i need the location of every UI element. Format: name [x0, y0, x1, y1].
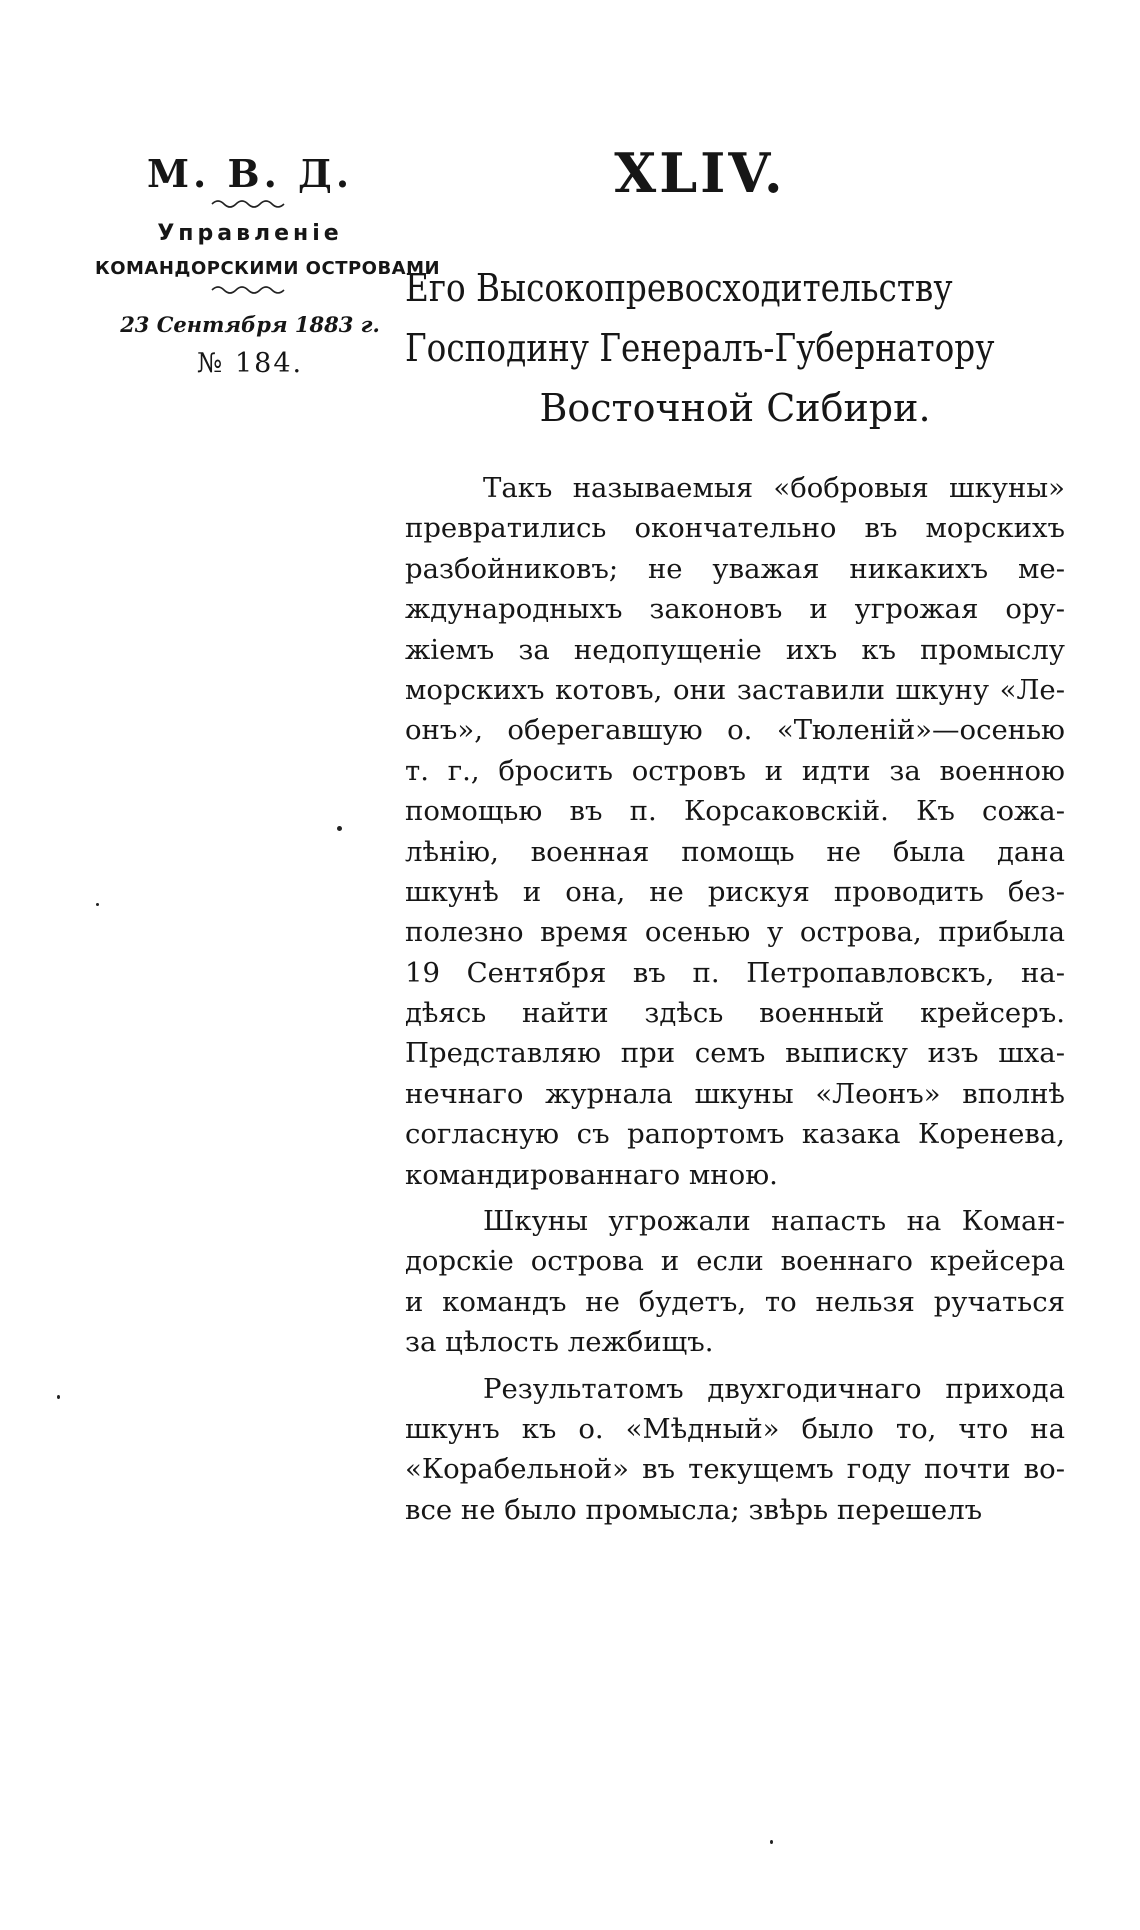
text-line: «Корабельной» въ текущемъ году почти во-: [405, 1453, 1065, 1486]
section-number: XLIV.: [614, 141, 786, 205]
document-date: 23 Сентября 1883 г.: [120, 312, 380, 337]
addressee: [405, 258, 1065, 438]
text-line: и командъ не будетъ, то нельзя ручаться: [405, 1285, 1065, 1318]
ministry-abbreviation: М. В. Д.: [146, 151, 354, 196]
text-line: Шкуны угрожали напасть на Коман-: [483, 1205, 1065, 1238]
text-line: онъ», оберегавшую о. «Тюленій»—осенью: [405, 714, 1065, 747]
text-line: превратились окончательно въ морскихъ: [405, 512, 1065, 545]
text-line: морскихъ котовъ, они заставили шкуну «Ле-: [405, 673, 1065, 706]
paragraph: [405, 1369, 1065, 1531]
paragraph: [405, 1201, 1065, 1363]
text-line: за цѣлость лежбищъ.: [405, 1326, 714, 1359]
paragraph: [405, 468, 1065, 1195]
text-line: лѣнію, военная помощь не была дана: [405, 835, 1065, 868]
text-line: шкунѣ и она, не рискуя проводить без-: [405, 875, 1065, 908]
text-line: разбойниковъ; не уважая никакихъ ме-: [405, 552, 1065, 585]
scan-speck: [57, 1395, 60, 1399]
text-line: Представляю при семъ выписку изъ шха-: [405, 1037, 1065, 1070]
text-line: жіемъ за недопущеніе ихъ къ промыслу: [405, 633, 1065, 666]
scan-speck: [770, 1840, 773, 1844]
ornament-swash-icon: [210, 198, 290, 210]
text-line: полезно время осенью у острова, прибыла: [405, 916, 1065, 949]
scan-speck: [337, 826, 342, 831]
text-line: дорскіе острова и если военнаго крейсера: [405, 1245, 1065, 1278]
text-line: Результатомъ двухгодичнаго прихода: [483, 1372, 1065, 1405]
margin-note: [95, 150, 441, 384]
administration-title: Управленіе: [157, 221, 343, 246]
administration-subtitle: КОМАНДОРСКИМИ ОСТРОВАМИ: [95, 258, 441, 279]
text-line: шкунъ къ о. «Мѣдный» было то, что на: [405, 1412, 1065, 1445]
text-line: ждународныхъ законовъ и угрожая ору-: [405, 593, 1065, 626]
ornament-swash-icon: [210, 284, 290, 296]
addressee-line: Восточной Сибири.: [539, 386, 931, 430]
addressee-line: Господину Генералъ-Губернатору: [405, 326, 995, 370]
document-number: № 184.: [196, 348, 304, 379]
text-line: командированнаго мною.: [405, 1158, 778, 1191]
text-line: т. г., бросить островъ и идти за военною: [405, 754, 1065, 787]
text-line: согласную съ рапортомъ казака Коренева,: [405, 1118, 1065, 1151]
text-line: нечнаго журнала шкуны «Леонъ» вполнѣ: [405, 1077, 1065, 1110]
text-line: помощью въ п. Корсаковскій. Къ сожа-: [405, 795, 1065, 828]
text-line: Такъ называемыя «бобровыя шкуны»: [483, 472, 1065, 504]
text-line: все не было промысла; звѣрь перешелъ: [405, 1493, 983, 1526]
main-column: [405, 138, 1065, 1536]
text-line: 19 Сентября въ п. Петропавловскъ, на-: [405, 956, 1065, 989]
scan-speck: [96, 903, 99, 906]
text-line: дѣясь найти здѣсь военный крейсеръ.: [405, 997, 1065, 1030]
addressee-line: Его Высокопревосходительству: [405, 266, 953, 310]
body-text: [405, 468, 1065, 1530]
